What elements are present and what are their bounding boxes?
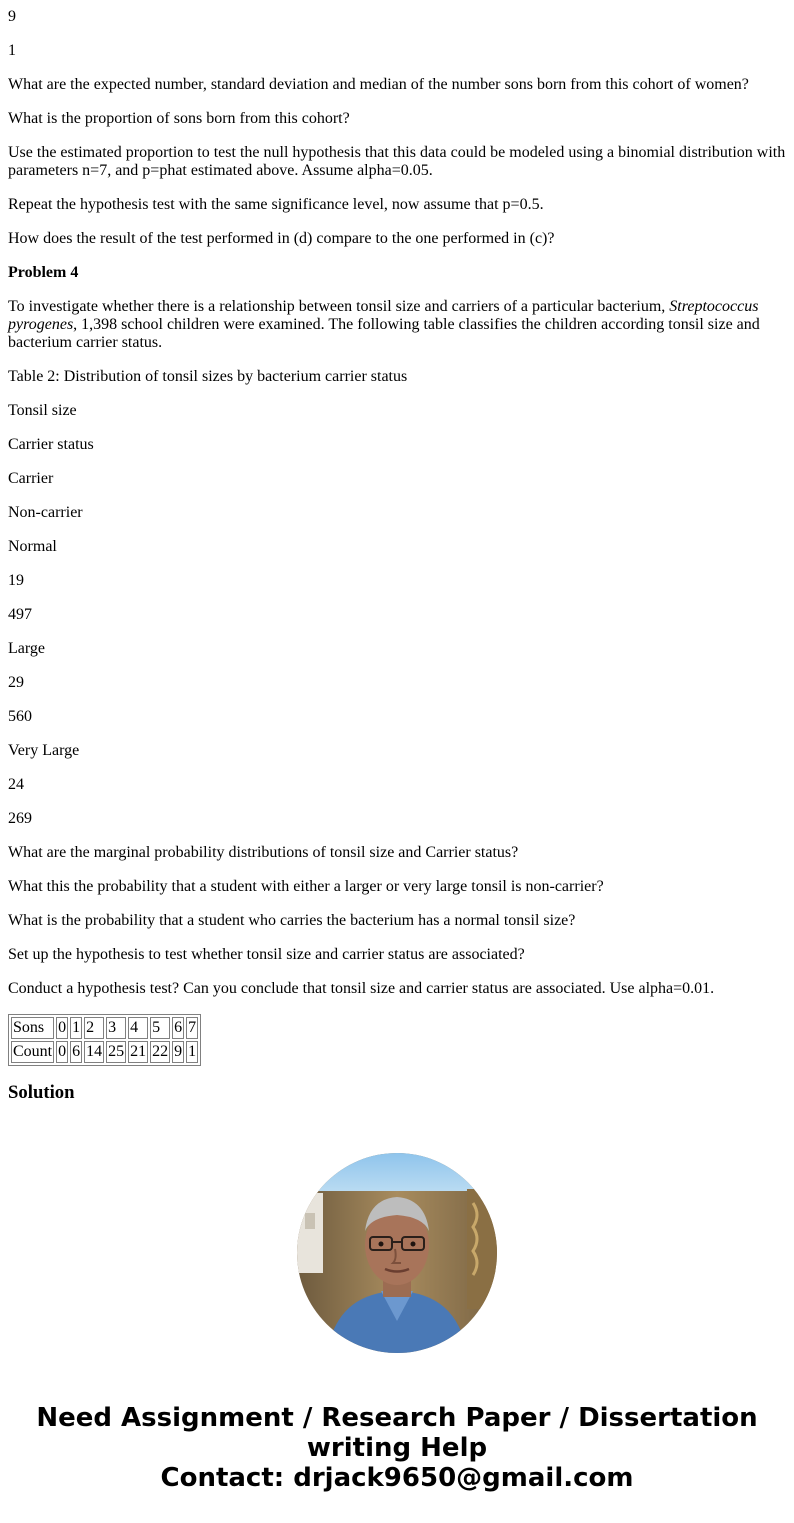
text-line: 9 <box>8 8 16 25</box>
promo-line-2: writing Help <box>306 1433 488 1463</box>
intro-text-a: To investigate whether there is a relationship between tonsil size and carriers of a particular bacterium, <box>8 298 670 315</box>
table-2-row-normal: Normal <box>8 538 57 555</box>
table-cell: Count <box>11 1041 54 1063</box>
table-2-cell: 24 <box>8 776 24 793</box>
table-cell: 6 <box>70 1041 82 1063</box>
table-2-header-noncarrier: Non-carrier <box>8 504 83 521</box>
table-2-caption: Table 2: Distribution of tonsil sizes by bacterium carrier status <box>8 368 408 385</box>
table-2-header-carrier: Carrier <box>8 470 54 487</box>
table-cell: Sons <box>11 1017 54 1039</box>
problem-4-heading <box>8 264 788 282</box>
author-avatar <box>297 1153 497 1353</box>
problem-4-title: Problem 4 <box>8 264 79 281</box>
question-setup-hypothesis: Set up the hypothesis to test whether tonsil size and carrier status are associated? <box>8 946 525 963</box>
table-2-row-very-large: Very Large <box>8 742 80 759</box>
table-cell: 5 <box>150 1017 170 1039</box>
table-row-count <box>11 1041 198 1063</box>
table-2-cell: 19 <box>8 572 24 589</box>
table-2-header-tonsil-size: Tonsil size <box>8 402 77 419</box>
intro-text-b: , 1,398 school children were examined. The following table classifies the children according tonsil size and bacterium carrier status. <box>8 316 760 351</box>
author-portrait-icon <box>297 1153 497 1353</box>
table-2-cell: 560 <box>8 708 32 725</box>
question-proportion-sons: What is the proportion of sons born from this cohort? <box>8 110 350 127</box>
table-cell: 9 <box>172 1041 184 1063</box>
table-2-row-large: Large <box>8 640 46 657</box>
problem-4-intro <box>8 298 788 352</box>
table-2-header-carrier-status: Carrier status <box>8 436 94 453</box>
text-line: 1 <box>8 42 16 59</box>
document-body <box>8 8 788 1104</box>
table-cell: 14 <box>84 1041 104 1063</box>
table-2-cell: 497 <box>8 606 32 623</box>
table-cell: 0 <box>56 1041 68 1063</box>
table-2-cell: 29 <box>8 674 24 691</box>
species-name: Streptococcus pyrogenes <box>8 298 759 333</box>
table-cell: 0 <box>56 1017 68 1039</box>
table-cell: 2 <box>84 1017 104 1039</box>
table-cell: 21 <box>128 1041 148 1063</box>
table-cell: 6 <box>172 1017 184 1039</box>
question-large-noncarrier: What this the probability that a student with either a larger or very large tonsil is non-carrier? <box>8 878 604 895</box>
promo-banner <box>0 1403 794 1493</box>
table-cell: 3 <box>106 1017 126 1039</box>
table-cell: 25 <box>106 1041 126 1063</box>
solution-heading: Solution <box>8 1082 75 1103</box>
sons-count-table <box>8 1014 201 1066</box>
promo-line-1: Need Assignment / Research Paper / Dissertation <box>36 1403 758 1433</box>
promo-contact-line: Contact: drjack9650@gmail.com <box>160 1463 634 1493</box>
table-cell: 1 <box>186 1041 198 1063</box>
question-conduct-test: Conduct a hypothesis test? Can you conclude that tonsil size and carrier status are associated. Use alpha=0.01. <box>8 980 715 997</box>
table-cell: 22 <box>150 1041 170 1063</box>
question-expected-sd-median: What are the expected number, standard deviation and median of the number sons born from this cohort of women? <box>8 76 749 93</box>
table-2-cell: 269 <box>8 810 32 827</box>
question-carrier-normal: What is the probability that a student who carries the bacterium has a normal tonsil size? <box>8 912 576 929</box>
question-binomial-test: Use the estimated proportion to test the null hypothesis that this data could be modeled using a binomial distribution with parameters n=7, and p=phat estimated above. Assume alpha=0.05. <box>8 144 786 179</box>
question-repeat-test: Repeat the hypothesis test with the same significance level, now assume that p=0.5. <box>8 196 544 213</box>
table-cell: 7 <box>186 1017 198 1039</box>
table-cell: 1 <box>70 1017 82 1039</box>
question-compare-tests: How does the result of the test performed in (d) compare to the one performed in (c)? <box>8 230 555 247</box>
table-row-sons <box>11 1017 198 1039</box>
question-marginal-distributions: What are the marginal probability distributions of tonsil size and Carrier status? <box>8 844 519 861</box>
table-cell: 4 <box>128 1017 148 1039</box>
